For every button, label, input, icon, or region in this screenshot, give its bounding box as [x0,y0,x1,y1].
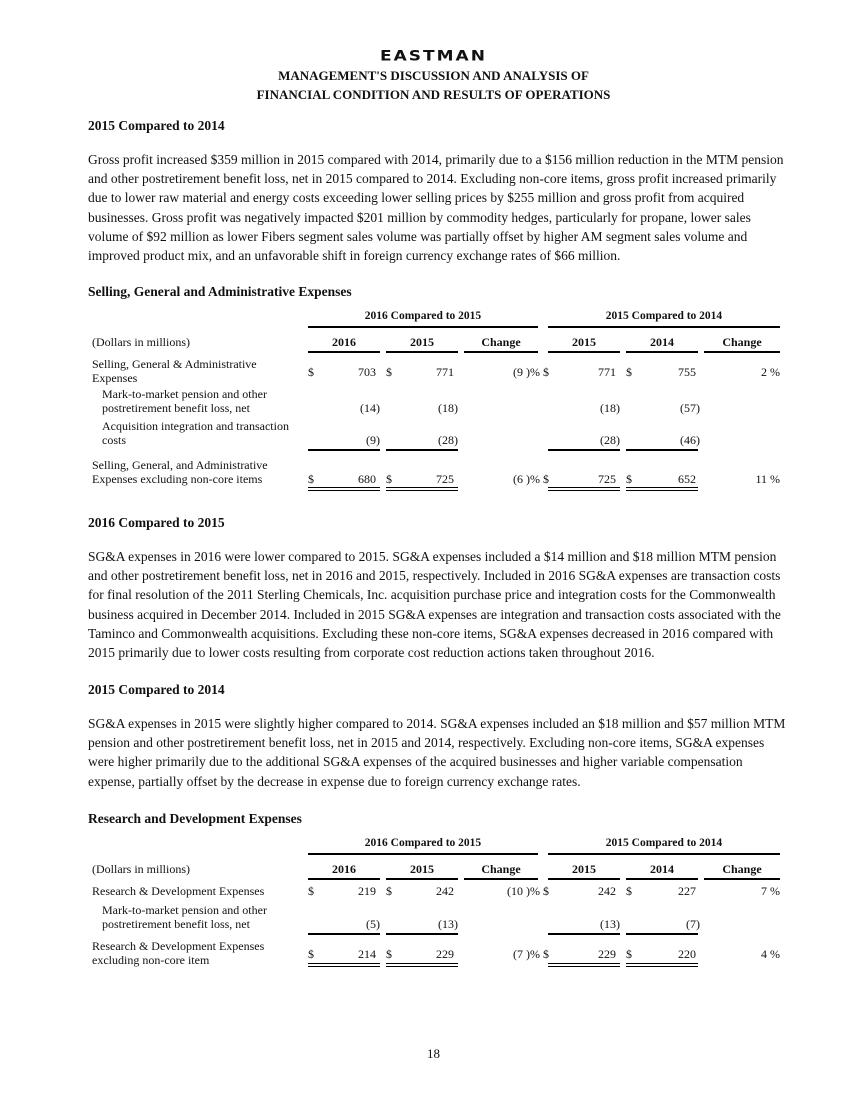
section-heading-sga-2016: 2016 Compared to 2015 [88,515,225,530]
dollar-sign: $ [386,365,392,379]
table-cell: 771 [436,365,454,379]
group-rule [308,326,538,328]
total-double-rule [626,487,698,491]
row-label: Selling, General & Administrative [92,357,257,371]
dollar-sign: $ [543,947,549,961]
group-rule [548,326,780,328]
dollar-sign: $ [626,365,632,379]
row-label: postretirement benefit loss, net [102,401,250,415]
eastman-logo: EASTMAN [380,47,487,65]
table-cell: 2 % [761,365,780,379]
section-heading-gross-profit: 2015 Compared to 2014 [88,118,225,133]
subtotal-rule [308,449,380,451]
subtotal-rule [548,449,620,451]
table-cell: 771 [598,365,616,379]
dollar-sign: $ [543,472,549,486]
section-heading-rd: Research and Development Expenses [88,811,302,826]
table-group-header: 2016 Compared to 2015 [364,837,482,849]
total-double-rule [626,963,698,967]
table-cell: 227 [678,884,696,898]
units-label: (Dollars in millions) [92,862,190,876]
section-heading-sga: Selling, General and Administrative Expenses [88,284,352,299]
row-label: Research & Development Expenses [92,884,265,898]
table-cell: (5) [366,917,380,931]
header-rule [308,351,380,353]
header-rule [386,878,458,880]
column-header: 2015 [410,335,434,349]
column-header: Change [722,335,762,349]
row-label: Acquisition integration and transaction [102,419,289,433]
table-group-header: 2016 Compared to 2015 [364,310,482,322]
table-cell: (18) [438,401,458,415]
column-header: 2015 [572,335,596,349]
dollar-sign: $ [308,472,314,486]
column-header: 2015 [410,862,434,876]
header-rule [704,878,780,880]
dollar-sign: $ [386,947,392,961]
column-header: 2016 [332,862,356,876]
header-rule [704,351,780,353]
dollar-sign: $ [626,472,632,486]
dollar-sign: $ [626,884,632,898]
dollar-sign: $ [308,947,314,961]
total-double-rule [548,487,620,491]
header-rule [386,351,458,353]
row-label: Mark-to-market pension and other [102,387,267,401]
dollar-sign: $ [543,365,549,379]
table-cell: (9) [366,433,380,447]
dollar-sign: $ [386,884,392,898]
row-label: Mark-to-market pension and other [102,903,267,917]
group-rule [308,853,538,855]
column-header: 2014 [650,335,674,349]
subtotal-rule [308,933,380,935]
table-cell: 703 [358,365,376,379]
header-title-line1: MANAGEMENT'S DISCUSSION AND ANALYSIS OF [278,68,589,83]
table-cell: (46) [680,433,700,447]
table-cell: 652 [678,472,696,486]
total-double-rule [308,487,380,491]
subtotal-rule [626,933,698,935]
column-header: 2014 [650,862,674,876]
row-label: postretirement benefit loss, net [102,917,250,931]
column-header: Change [722,862,762,876]
column-header: Change [481,335,521,349]
table-cell: (9 )% [513,365,540,379]
total-double-rule [386,487,458,491]
subtotal-rule [548,933,620,935]
row-label: Research & Development Expenses [92,939,265,953]
header-rule [548,351,620,353]
table-cell: (7) [686,917,700,931]
subtotal-rule [386,449,458,451]
dollar-sign: $ [308,365,314,379]
table-cell: (10 )% [507,884,540,898]
dollar-sign: $ [626,947,632,961]
row-label: costs [102,433,126,447]
table-cell: (7 )% [513,947,540,961]
column-header: 2016 [332,335,356,349]
table-cell: 680 [358,472,376,486]
section-heading-sga-2015: 2015 Compared to 2014 [88,682,225,697]
table-group-header: 2015 Compared to 2014 [605,837,723,849]
table-cell: (28) [438,433,458,447]
table-cell: 755 [678,365,696,379]
row-label: Expenses excluding non-core items [92,472,263,486]
table-group-header: 2015 Compared to 2014 [605,310,723,322]
column-header: 2015 [572,862,596,876]
table-cell: (28) [600,433,620,447]
dollar-sign: $ [308,884,314,898]
header-rule [626,351,698,353]
dollar-sign: $ [543,884,549,898]
table-cell: (6 )% [513,472,540,486]
subtotal-rule [386,933,458,935]
table-cell: 229 [598,947,616,961]
header-rule [626,878,698,880]
group-rule [548,853,780,855]
table-cell: 4 % [761,947,780,961]
table-cell: 214 [358,947,376,961]
table-cell: 220 [678,947,696,961]
header-rule [464,878,538,880]
header-rule [464,351,538,353]
table-cell: (13) [438,917,458,931]
column-header: Change [481,862,521,876]
table-cell: 725 [598,472,616,486]
gross-profit-paragraph: Gross profit increased $359 million in 2015 compared with 2014, primarily due to a $156 million reduction in the MTM pension and other postretirement benefit loss, net in 2015 compared to 2014. Excluding non-core items, gross profit increased primarily due to lower raw material and energy costs exceeding lower selling prices by $255 million and gross profit from acquired businesses. Gross profit was negatively impacted $201 million by commodity hedges, particularly for propane, lower sales volume of $92 million as lower Fibers segment sales volume was partially offset by higher AM segment sales volume and improved product mix, and an unfavorable shift in foreign currency exchange rates of $66 million. [88,152,784,264]
table-cell: 11 % [755,472,780,486]
row-label: Expenses [92,371,138,385]
table-cell: 219 [358,884,376,898]
table-cell: 242 [436,884,454,898]
dollar-sign: $ [386,472,392,486]
sga-2016-paragraph: SG&A expenses in 2016 were lower compared to 2015. SG&A expenses included a $14 million and $18 million MTM pension and other postretirement benefit loss, net in 2016 and 2015, respectively. Included in 2016 SG&A expenses are transaction costs for final resolution of the 2011 Sterling Chemicals, Inc. acquisition purchase price and integration costs for the Commonwealth business acquired in December 2014. Included in 2015 SG&A expenses are integration and transaction costs associated with the Taminco and Commonwealth acquisitions. Excluding these non-core items, SG&A expenses decreased in 2016 compared with 2015 primarily due to lower costs resulting from corporate cost reduction actions taken throughout 2016. [88,549,781,661]
header-rule [548,878,620,880]
table-cell: 229 [436,947,454,961]
total-double-rule [548,963,620,967]
header-rule [308,878,380,880]
total-double-rule [386,963,458,967]
subtotal-rule [626,449,698,451]
header-title-line2: FINANCIAL CONDITION AND RESULTS OF OPERATIONS [256,87,611,102]
table-cell: (57) [680,401,700,415]
sga-2015-paragraph: SG&A expenses in 2015 were slightly higher compared to 2014. SG&A expenses included an $18 million and $57 million MTM pension and other postretirement benefit loss, net in 2015 and 2014, respectively. Excluding non-core items, SG&A expenses were higher primarily due to the additional SG&A expenses of the acquired businesses and higher variable compensation expense, partially offset by the decrease in expense due to foreign currency exchange rates. [88,716,786,789]
table-cell: (14) [360,401,380,415]
table-cell: (13) [600,917,620,931]
row-label: Selling, General, and Administrative [92,458,268,472]
units-label: (Dollars in millions) [92,335,190,349]
page-number: 18 [427,1046,440,1061]
row-label: excluding non-core item [92,953,210,967]
table-cell: 7 % [761,884,780,898]
table-cell: 242 [598,884,616,898]
table-cell: (18) [600,401,620,415]
total-double-rule [308,963,380,967]
table-cell: 725 [436,472,454,486]
